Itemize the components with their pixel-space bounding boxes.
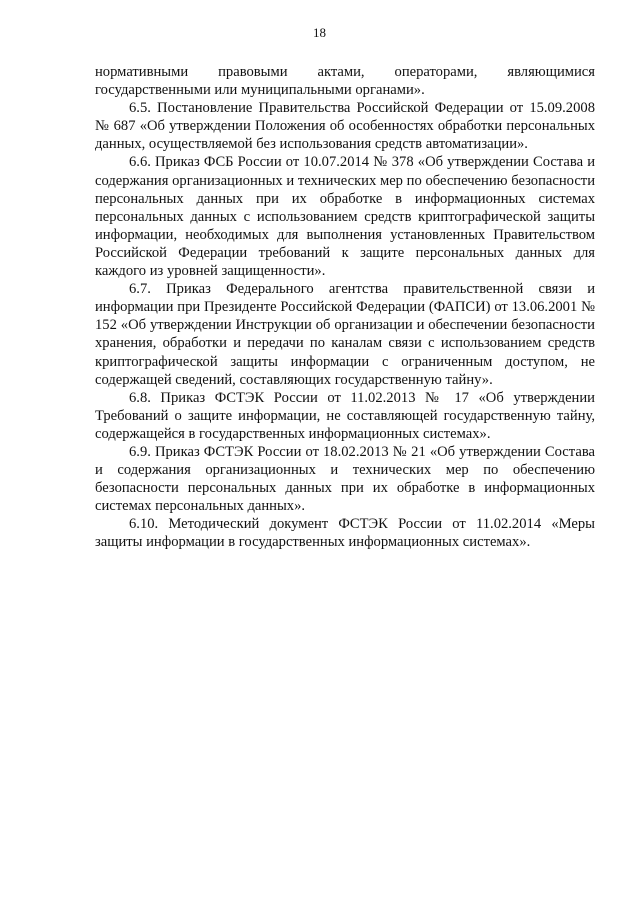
paragraph-6-8: 6.8. Приказ ФСТЭК России от 11.02.2013 № 17 «Об утверждении Требований о защите информации, не составляющей государственную тайну, содержащейся в государственных информационных системах».	[95, 389, 595, 442]
page-number: 18	[313, 25, 326, 40]
paragraph-6-10: 6.10. Методический документ ФСТЭК России от 11.02.2014 «Меры защиты информации в государственных информационных системах».	[95, 516, 595, 551]
paragraph-6-9: 6.9. Приказ ФСТЭК России от 18.02.2013 № 21 «Об утверждении Состава и содержания организационных и технических мер по обеспечению безопасности персональных данных при их обработке в информационных системах персональных данных».	[95, 443, 595, 515]
paragraph-6-7: 6.7. Приказ Федерального агентства правительственной связи и информации при Президенте Российской Федерации (ФАПСИ) от 13.06.2001 № 152 «Об утверждении Инструкции об организации и обеспечении безопасности хранения, обработки и передачи по каналам связи с использованием средств криптографической защиты информации с ограниченным доступом, не содержащей сведений, составляющих государственную тайну».	[95, 281, 595, 388]
paragraph-6-6: 6.6. Приказ ФСБ России от 10.07.2014 № 378 «Об утверждении Состава и содержания организационных и технических мер по обеспечению безопасности персональных данных при их обработке в информационных системах персональных данных с использованием средств криптографической защиты информации, необходимых для выполнения установленных Правительством Российской Федерации требований к защите персональных данных для каждого из уровней защищенности».	[95, 154, 595, 280]
paragraph-6-5: 6.5. Постановление Правительства Российской Федерации от 15.09.2008 № 687 «Об утверждении Положения об особенностях обработки персональных данных, осуществляемой без использования средств автоматизации».	[95, 100, 595, 153]
paragraph-continuation: нормативными правовыми актами, операторами, являющимися государственными или муниципальными органами».	[95, 64, 595, 99]
document-body	[95, 63, 595, 552]
